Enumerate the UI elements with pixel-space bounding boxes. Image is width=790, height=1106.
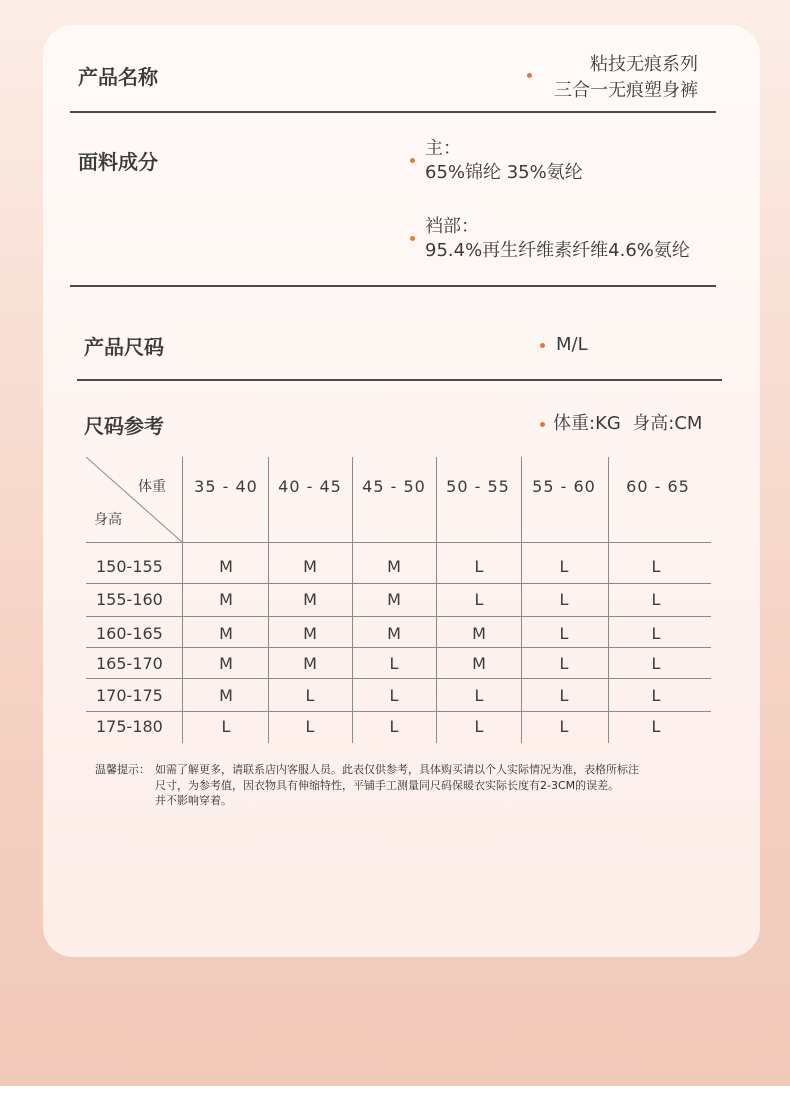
- size-table: [86, 457, 711, 743]
- size-cell: M: [303, 624, 317, 643]
- size-cell: M: [219, 557, 233, 576]
- size-cell: L: [474, 590, 484, 609]
- tip-title: 温馨提示：: [95, 763, 150, 776]
- bullet-dot-icon: [540, 422, 545, 427]
- corner-weight-label: 体重: [138, 479, 166, 495]
- size-cell: M: [387, 624, 401, 643]
- fabric-crotch-value: 95.4%再生纤维素纤维4.6%氨纶: [425, 240, 690, 261]
- bullet-dot-icon: [540, 343, 545, 348]
- weight-column-header: 40 - 45: [278, 477, 342, 496]
- size-reference-label: 尺码参考: [84, 414, 164, 438]
- size-cell: L: [559, 717, 569, 736]
- tip-line: 如需了解更多，请联系店内客服人员。此表仅供参考，具体购买请以个人实际情况为准，表格所标注: [155, 763, 639, 776]
- size-cell: L: [305, 686, 315, 705]
- size-value: M/L: [556, 334, 588, 355]
- size-cell: L: [221, 717, 231, 736]
- size-cell: L: [474, 557, 484, 576]
- size-cell: L: [559, 654, 569, 673]
- bullet-dot-icon: [410, 236, 415, 241]
- size-cell: M: [303, 590, 317, 609]
- weight-column-header: 50 - 55: [446, 477, 510, 496]
- fabric-label: 面料成分: [78, 150, 158, 174]
- column-divider: [436, 457, 437, 743]
- corner-height-label: 身高: [94, 512, 122, 528]
- size-cell: L: [474, 686, 484, 705]
- size-label: 产品尺码: [84, 335, 164, 359]
- weight-column-header: 35 - 40: [194, 477, 258, 496]
- product-name-line2: 三合一无痕塑身裤: [554, 80, 698, 101]
- row-divider: [86, 678, 711, 679]
- size-cell: M: [303, 557, 317, 576]
- column-divider: [352, 457, 353, 743]
- size-cell: L: [651, 654, 661, 673]
- size-cell: L: [474, 717, 484, 736]
- size-cell: L: [559, 624, 569, 643]
- size-cell: L: [651, 686, 661, 705]
- reference-units: 体重:KG 身高:CM: [553, 413, 703, 434]
- fabric-crotch-title: 裆部：: [425, 216, 479, 237]
- column-divider: [521, 457, 522, 743]
- height-row-header: 155-160: [96, 590, 163, 609]
- size-cell: L: [651, 624, 661, 643]
- fabric-main-title: 主：: [425, 138, 461, 159]
- height-row-header: 160-165: [96, 624, 163, 643]
- size-cell: L: [651, 557, 661, 576]
- height-row-header: 165-170: [96, 654, 163, 673]
- row-divider: [86, 583, 711, 584]
- size-cell: M: [387, 590, 401, 609]
- size-cell: M: [387, 557, 401, 576]
- weight-column-header: 55 - 60: [532, 477, 596, 496]
- row-divider: [86, 542, 711, 543]
- column-divider: [182, 457, 183, 743]
- divider: [77, 379, 722, 381]
- size-cell: L: [305, 717, 315, 736]
- size-cell: L: [389, 717, 399, 736]
- divider: [70, 111, 716, 113]
- height-row-header: 150-155: [96, 557, 163, 576]
- size-cell: M: [472, 654, 486, 673]
- size-cell: L: [389, 686, 399, 705]
- size-cell: L: [559, 686, 569, 705]
- size-cell: M: [303, 654, 317, 673]
- size-cell: M: [219, 590, 233, 609]
- size-cell: M: [219, 654, 233, 673]
- row-divider: [86, 616, 711, 617]
- product-name-line1: 粘技无痕系列: [590, 54, 698, 75]
- size-cell: L: [389, 654, 399, 673]
- fabric-main-value: 65%锦纶 35%氨纶: [425, 162, 583, 183]
- weight-column-header: 45 - 50: [362, 477, 426, 496]
- weight-column-header: 60 - 65: [626, 477, 690, 496]
- row-divider: [86, 711, 711, 712]
- divider: [70, 285, 716, 287]
- product-name-label: 产品名称: [78, 65, 158, 89]
- size-cell: M: [472, 624, 486, 643]
- height-row-header: 170-175: [96, 686, 163, 705]
- size-cell: M: [219, 624, 233, 643]
- column-divider: [268, 457, 269, 743]
- size-cell: L: [559, 557, 569, 576]
- column-divider: [608, 457, 609, 743]
- size-cell: L: [651, 717, 661, 736]
- size-cell: L: [559, 590, 569, 609]
- size-cell: L: [651, 590, 661, 609]
- tip-line: 尺寸，为参考值，因衣物具有伸缩特性，平铺手工测量同尺码保暖衣实际长度有2-3CM的误差。: [155, 779, 620, 792]
- bullet-dot-icon: [410, 158, 415, 163]
- size-cell: M: [219, 686, 233, 705]
- height-row-header: 175-180: [96, 717, 163, 736]
- tip-line: 并不影响穿着。: [155, 794, 232, 807]
- row-divider: [86, 647, 711, 648]
- corner-diagonal-line: [86, 457, 182, 543]
